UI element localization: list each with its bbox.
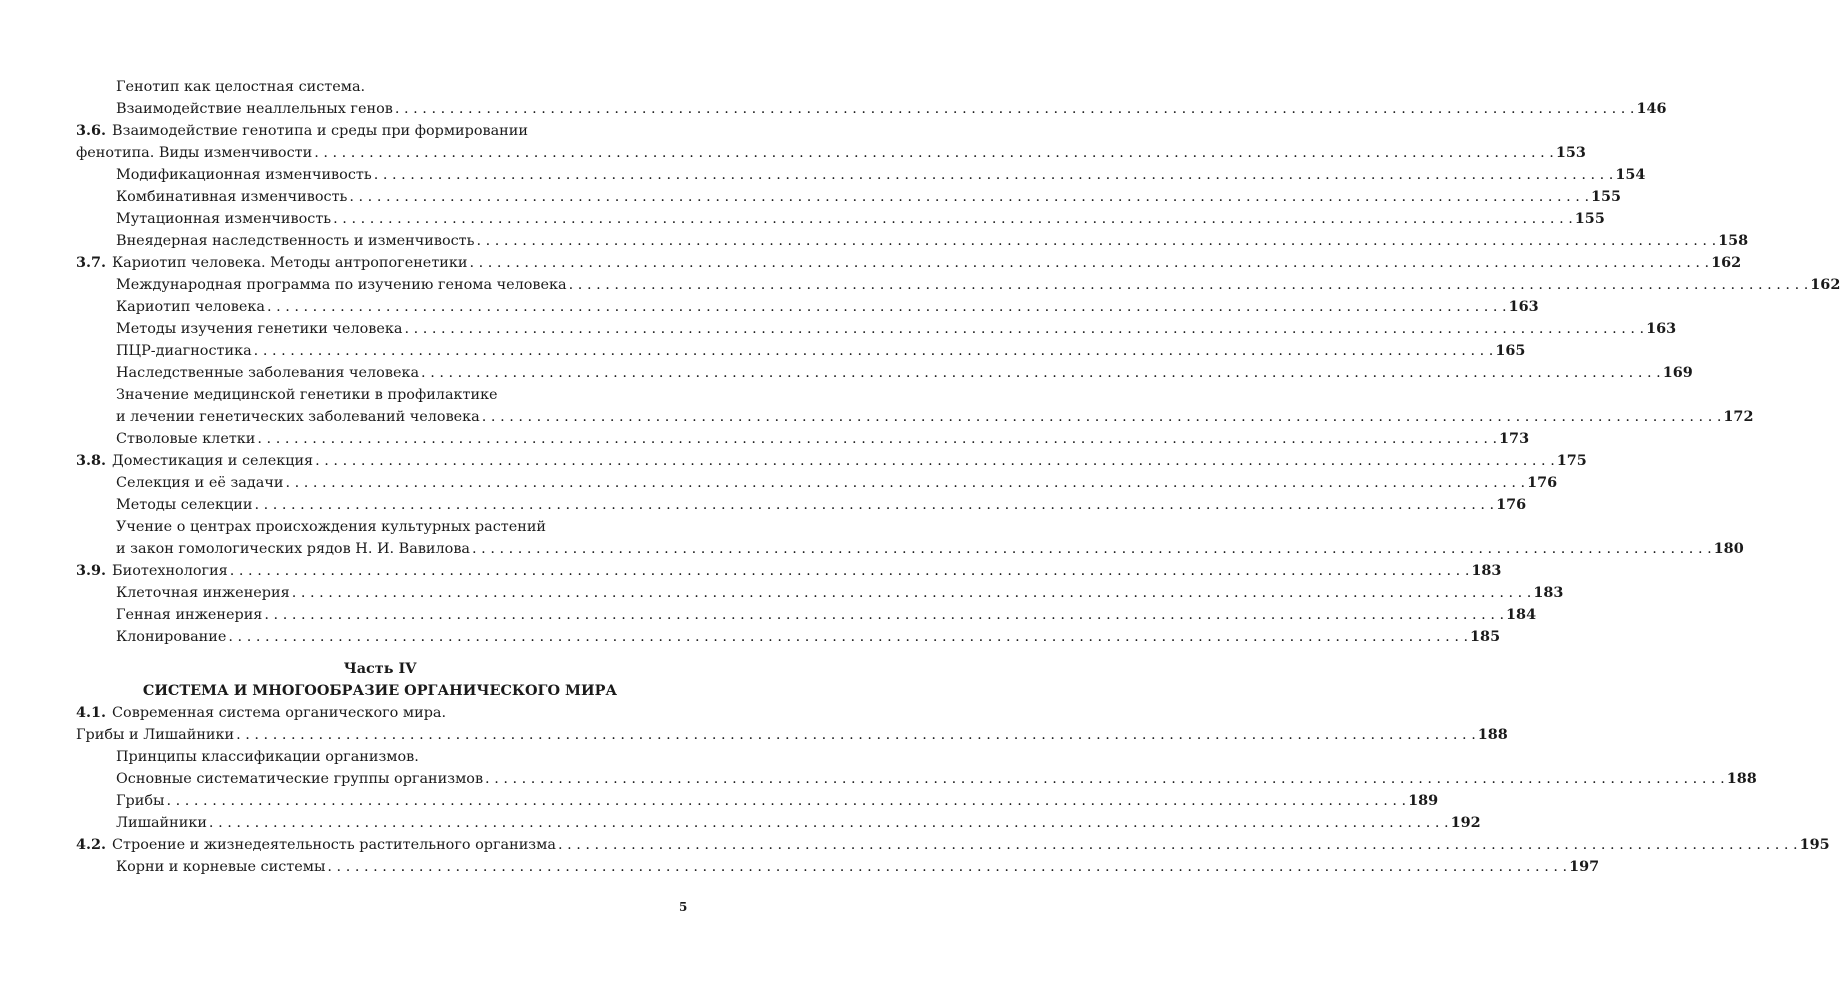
toc-entry-number: 3.6. (76, 122, 107, 139)
toc-entry-title: Значение медицинской генетики в профилактике (116, 387, 498, 403)
toc-entry (76, 834, 1830, 856)
toc-entry-title: Клеточная инженерия (116, 585, 290, 601)
dot-leader (327, 856, 1567, 878)
toc-entry (76, 768, 1757, 790)
toc-entry (76, 406, 1754, 428)
toc-entry-title: Современная система органического мира. (112, 705, 447, 721)
toc-entry-title: Стволовые клетки (116, 431, 256, 447)
toc-list-part-iv (76, 702, 1830, 878)
dot-leader (333, 208, 1573, 230)
toc-entry (76, 472, 1558, 494)
toc-entry (76, 428, 1530, 450)
toc-entry-page: 158 (1718, 232, 1749, 249)
dot-leader (230, 560, 1470, 582)
toc-entry-page: 175 (1556, 452, 1587, 469)
toc-entry-title: Модификационная изменчивость (116, 167, 372, 183)
toc-entry (76, 230, 1749, 252)
dot-leader (209, 812, 1449, 834)
toc-entry (76, 76, 684, 98)
dot-leader (558, 834, 1798, 856)
toc-entry-number: 3.7. (76, 254, 107, 271)
toc-entry-page: 188 (1726, 770, 1757, 787)
toc-entry-title: Взаимодействие генотипа и среды при формировании (112, 123, 528, 139)
toc-entry (76, 812, 1481, 834)
toc-entry-title: Биотехнология (112, 563, 228, 579)
toc-entry-number: 4.2. (76, 836, 107, 853)
toc-entry-number: 3.9. (76, 562, 107, 579)
toc-entry-title: Генотип как целостная система. (116, 79, 366, 95)
toc-entry-page: 185 (1470, 628, 1501, 645)
toc-entry-title: Учение о центрах происхождения культурных растений (116, 519, 547, 535)
toc-entry-title: Мутационная изменчивость (116, 211, 332, 227)
toc-entry (76, 746, 684, 768)
toc-entry-title: Методы изучения генетики человека (116, 321, 403, 337)
toc-entry (76, 604, 1537, 626)
toc-entry (76, 516, 684, 538)
toc-entry-title: и закон гомологических рядов Н. И. Вавилова (116, 541, 471, 557)
toc-entry-title: и лечении генетических заболеваний человека (116, 409, 480, 425)
dot-leader (314, 142, 1554, 164)
toc-entry (76, 164, 1646, 186)
table-of-contents (76, 76, 1840, 878)
toc-entry-page: 192 (1450, 814, 1481, 831)
toc-entry-title: Принципы классификации организмов. (116, 749, 419, 765)
dot-leader (485, 768, 1725, 790)
toc-entry-page: 195 (1799, 836, 1830, 853)
toc-entry-number: 4.1. (76, 704, 107, 721)
toc-entry-title: Грибы (116, 793, 165, 809)
part-title: СИСТЕМА И МНОГООБРАЗИЕ ОРГАНИЧЕСКОГО МИРА (142, 682, 618, 699)
dot-leader (569, 274, 1809, 296)
toc-entry-page: 189 (1408, 792, 1439, 809)
toc-entry (76, 702, 684, 724)
toc-entry-page: 188 (1477, 726, 1508, 743)
toc-entry-title: Строение и жизнедеятельность растительного организма (112, 837, 556, 853)
toc-entry (76, 186, 1622, 208)
toc-entry-page: 184 (1506, 606, 1537, 623)
toc-entry-title: Селекция и её задачи (116, 475, 284, 491)
toc-entry-page: 169 (1662, 364, 1693, 381)
dot-leader (404, 318, 1644, 340)
toc-list-part-iii (76, 76, 1840, 648)
toc-entry-title: Клонирование (116, 629, 227, 645)
toc-entry (76, 494, 1527, 516)
toc-entry-page: 163 (1646, 320, 1677, 337)
toc-entry-title: Корни и корневые системы (116, 859, 326, 875)
dot-leader (374, 164, 1614, 186)
toc-entry-page: 155 (1591, 188, 1622, 205)
toc-entry-page: 176 (1527, 474, 1558, 491)
dot-leader (349, 186, 1589, 208)
toc-entry-title: Взаимодействие неаллельных генов (116, 101, 393, 117)
dot-leader (315, 450, 1555, 472)
toc-entry-page: 172 (1723, 408, 1754, 425)
toc-entry (76, 450, 1587, 472)
toc-entry-page: 176 (1496, 496, 1527, 513)
toc-entry-title: Кариотип человека. Методы антропогенетики (112, 255, 468, 271)
dot-leader (267, 296, 1507, 318)
toc-entry-page: 165 (1495, 342, 1526, 359)
toc-entry (76, 296, 1539, 318)
toc-entry (76, 274, 1840, 296)
toc-entry (76, 340, 1526, 362)
part-label: Часть IV (343, 660, 417, 677)
toc-entry-title: ПЦР-диагностика (116, 343, 252, 359)
toc-entry (76, 626, 1501, 648)
toc-entry-page: 154 (1615, 166, 1646, 183)
dot-leader (476, 230, 1716, 252)
toc-entry (76, 318, 1677, 340)
toc-entry-page: 163 (1508, 298, 1539, 315)
toc-entry-title: Кариотип человека (116, 299, 265, 315)
toc-entry-page: 146 (1636, 100, 1667, 117)
toc-entry-page: 197 (1569, 858, 1600, 875)
toc-entry (76, 724, 1508, 746)
toc-entry (76, 252, 1742, 274)
dot-leader (472, 538, 1712, 560)
toc-entry-title: Методы селекции (116, 497, 253, 513)
dot-leader (236, 724, 1476, 746)
toc-entry (76, 384, 684, 406)
toc-entry (76, 582, 1564, 604)
toc-entry-page: 183 (1533, 584, 1564, 601)
toc-entry-title: Наследственные заболевания человека (116, 365, 420, 381)
toc-entry (76, 538, 1744, 560)
dot-leader (254, 494, 1494, 516)
toc-entry-page: 155 (1574, 210, 1605, 227)
toc-entry (76, 142, 1586, 164)
toc-entry (76, 560, 1502, 582)
dot-leader (228, 626, 1468, 648)
toc-entry (76, 120, 684, 142)
dot-leader (395, 98, 1635, 120)
toc-entry-page: 162 (1711, 254, 1742, 271)
toc-entry-page: 153 (1555, 144, 1586, 161)
dot-leader (285, 472, 1525, 494)
toc-entry (76, 98, 1667, 120)
dot-leader (421, 362, 1661, 384)
dot-leader (257, 428, 1497, 450)
dot-leader (292, 582, 1532, 604)
toc-entry-number: 3.8. (76, 452, 107, 469)
toc-entry-title: Генная инженерия (116, 607, 263, 623)
toc-entry (76, 362, 1693, 384)
toc-entry-title: Международная программа по изучению генома человека (116, 277, 567, 293)
dot-leader (254, 340, 1494, 362)
page-number: 5 (679, 900, 688, 914)
toc-entry-title: Лишайники (116, 815, 207, 831)
toc-entry-title: Доместикация и селекция (112, 453, 314, 469)
dot-leader (166, 790, 1406, 812)
toc-entry (76, 790, 1439, 812)
toc-entry-title: фенотипа. Виды изменчивости (76, 145, 313, 161)
dot-leader (264, 604, 1504, 626)
dot-leader (469, 252, 1709, 274)
toc-entry-page: 173 (1499, 430, 1530, 447)
toc-entry-page: 180 (1713, 540, 1744, 557)
toc-entry (76, 208, 1605, 230)
toc-entry-title: Основные систематические группы организмов (116, 771, 484, 787)
toc-entry (76, 856, 1600, 878)
toc-entry-title: Грибы и Лишайники (76, 727, 235, 743)
toc-entry-title: Внеядерная наследственность и изменчивость (116, 233, 475, 249)
dot-leader (482, 406, 1722, 428)
toc-entry-page: 162 (1810, 276, 1840, 293)
toc-entry-page: 183 (1471, 562, 1502, 579)
toc-entry-title: Комбинативная изменчивость (116, 189, 348, 205)
